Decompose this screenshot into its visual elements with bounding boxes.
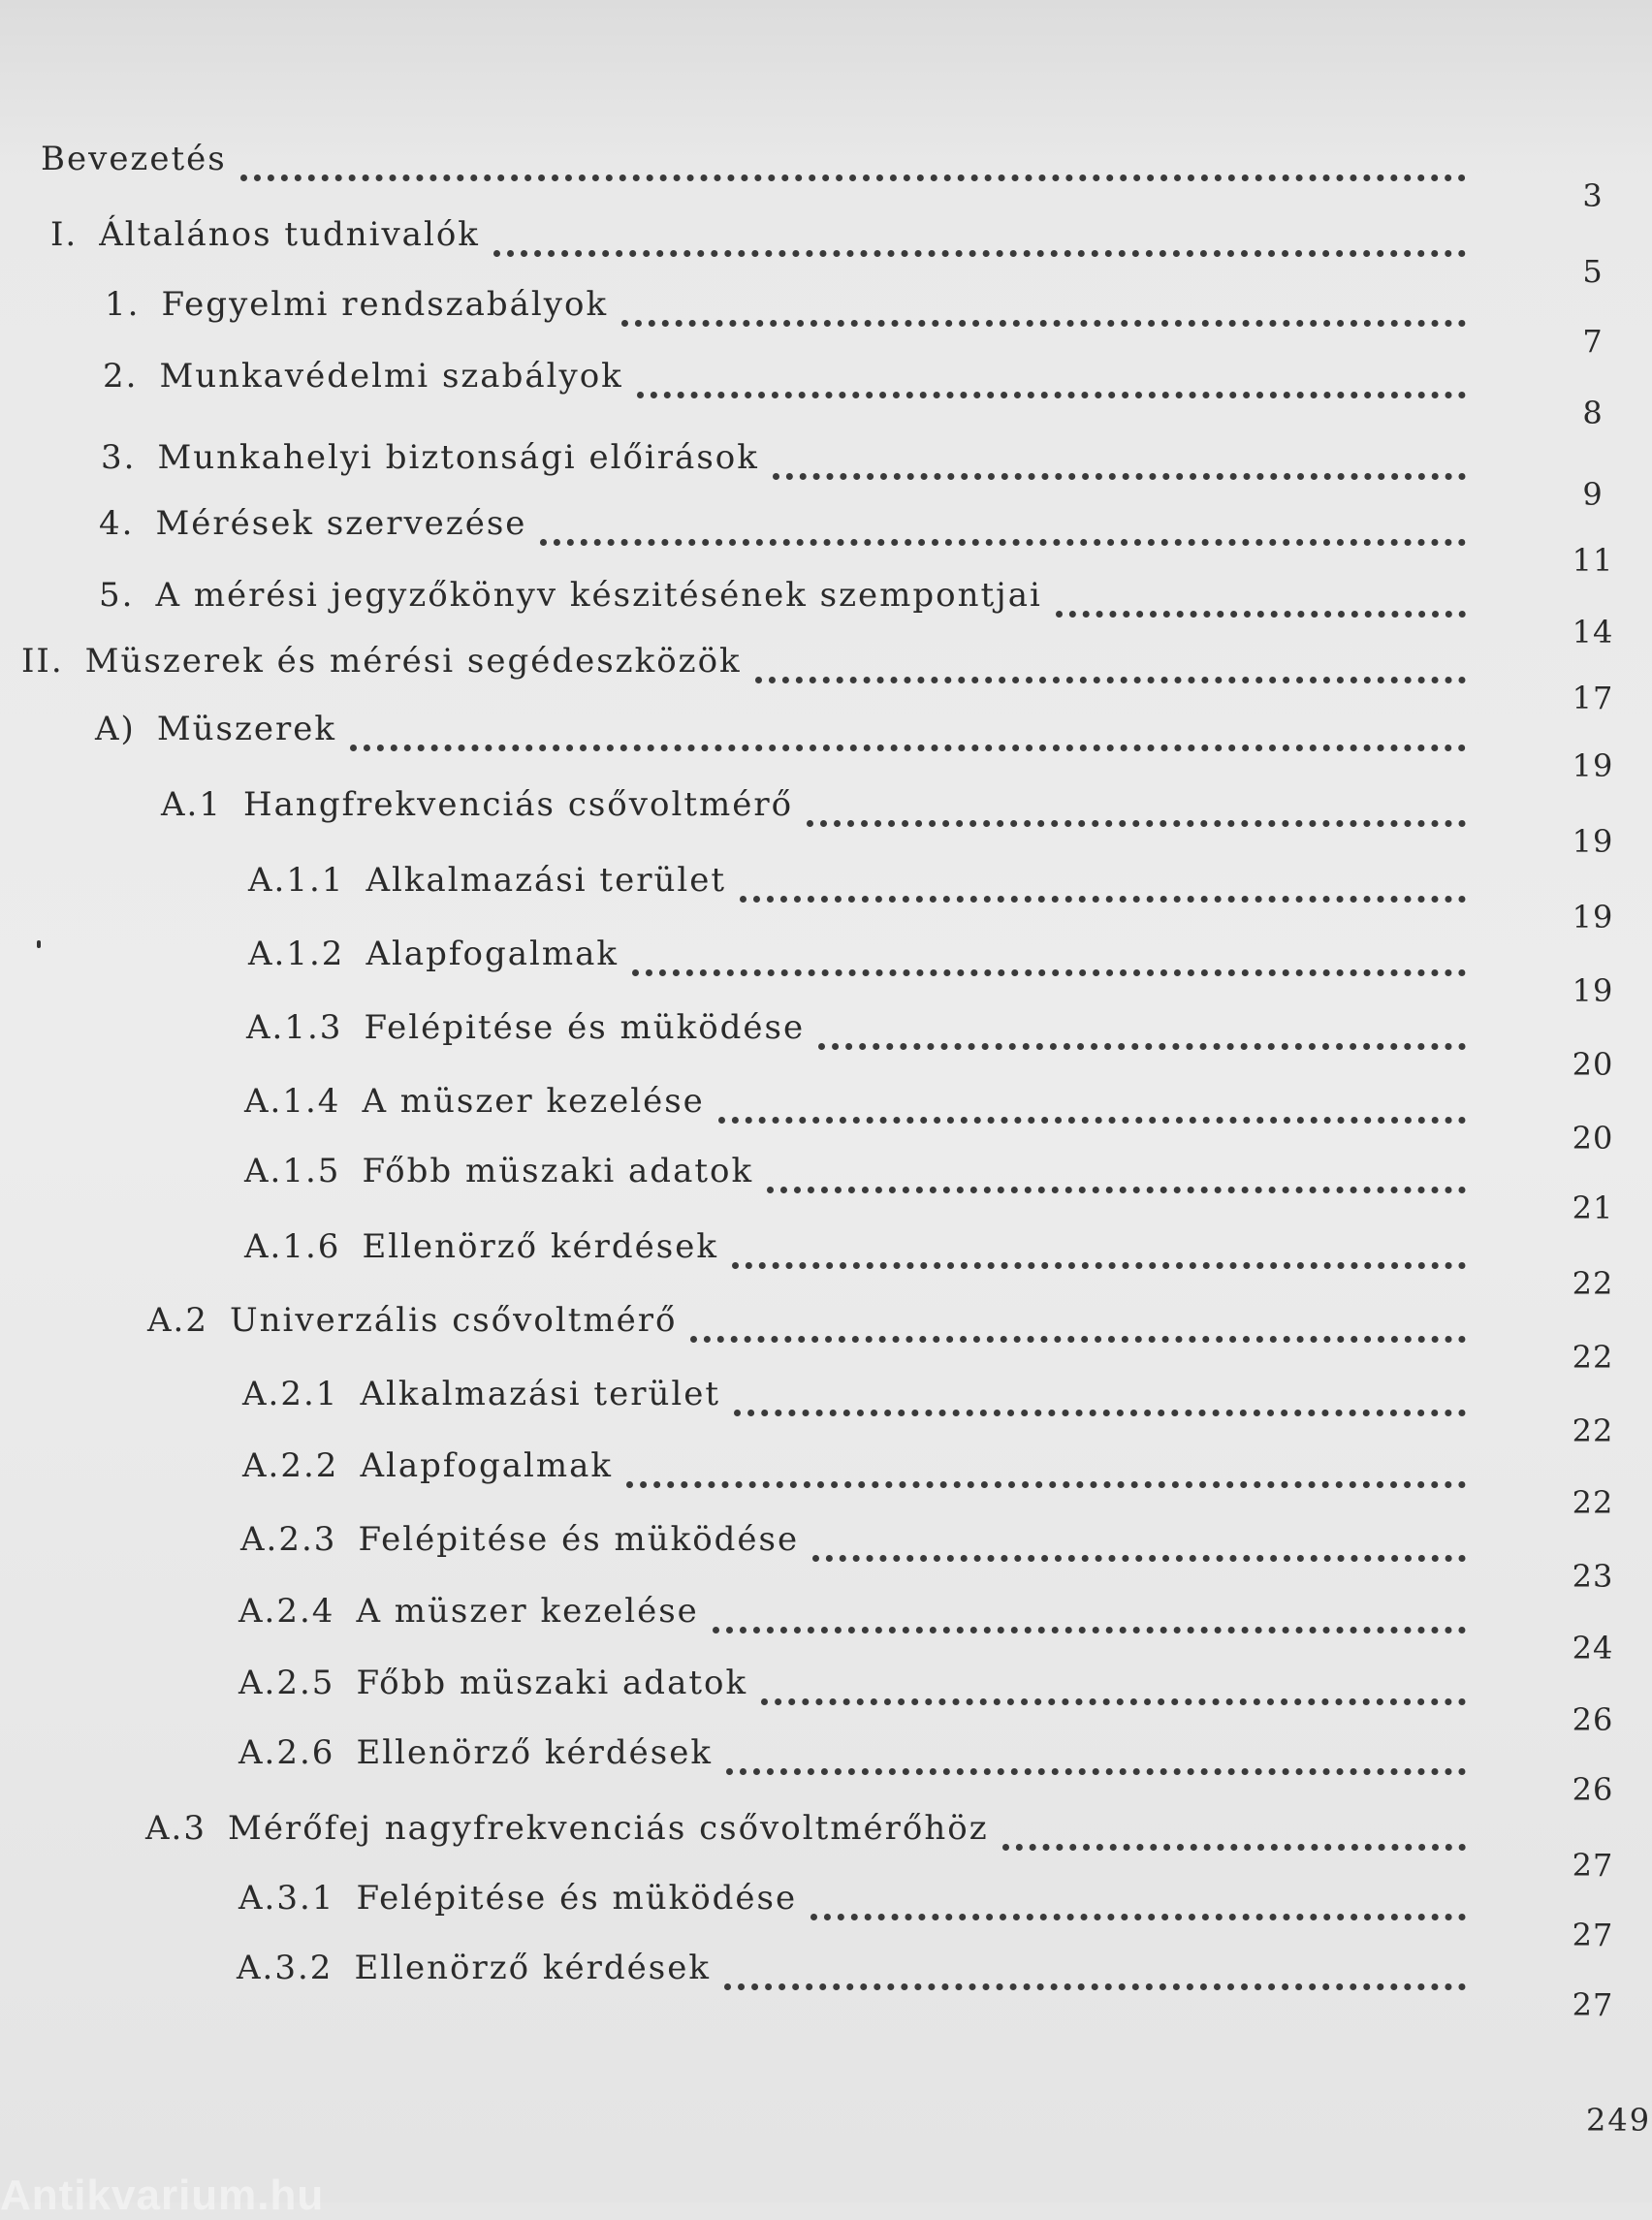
toc-title: Főbb müszaki adatok <box>356 1664 748 1702</box>
toc-number: A.2.2 <box>242 1446 339 1485</box>
dot-leader <box>240 174 1466 181</box>
toc-title: Általános tudnivalók <box>99 215 480 254</box>
toc-page-number: 27 <box>1572 1986 1614 2023</box>
toc-title: Felépitése és müködése <box>358 1520 800 1559</box>
toc-title: Mérőfej nagyfrekvenciás csővoltmérőhöz <box>228 1809 989 1848</box>
toc-number: I. <box>50 215 79 254</box>
dot-leader <box>755 677 1466 683</box>
dot-leader <box>1056 611 1466 618</box>
toc-label <box>147 1297 677 1344</box>
toc-label <box>145 1805 989 1852</box>
toc-title: A müszer kezelése <box>356 1592 699 1631</box>
dot-leader <box>812 1555 1466 1562</box>
toc-label <box>242 1443 613 1489</box>
toc-number: 1. <box>105 285 141 324</box>
toc-title: Fegyelmi rendszabályok <box>161 285 609 324</box>
toc-title: Alkalmazási terület <box>360 1375 721 1413</box>
toc-page-number: 26 <box>1572 1771 1614 1808</box>
toc-page-number: 7 <box>1582 323 1604 360</box>
dot-leader <box>767 1187 1466 1193</box>
toc-entry <box>0 1443 1652 1521</box>
toc-number: A.3 <box>145 1809 206 1848</box>
dot-leader <box>637 392 1466 398</box>
toc-number: A.3.1 <box>238 1879 335 1918</box>
toc-number: 4. <box>99 504 135 543</box>
dot-leader <box>350 745 1466 751</box>
dot-leader <box>493 250 1466 257</box>
toc-title: Alapfogalmak <box>365 935 619 973</box>
toc-label <box>248 857 726 904</box>
toc-entry <box>0 281 1652 360</box>
toc-page-number: 21 <box>1572 1189 1614 1226</box>
page-folio: 249 <box>1586 2102 1652 2139</box>
toc-label <box>246 1004 805 1051</box>
toc-title: Müszerek és mérési segédeszközök <box>84 642 742 681</box>
toc-page-number: 27 <box>1572 1917 1614 1953</box>
toc-title: Bevezetés <box>41 140 227 178</box>
toc-number: A.2.6 <box>238 1733 335 1772</box>
toc-label <box>99 572 1042 618</box>
toc-entry <box>0 1371 1652 1449</box>
toc-number: II. <box>21 642 64 681</box>
toc-page-number: 14 <box>1572 614 1614 650</box>
toc-title: Ellenörző kérdések <box>356 1733 713 1772</box>
dot-leader <box>1002 1844 1466 1851</box>
toc-page-number: 19 <box>1572 823 1614 860</box>
toc-number: A.1.5 <box>244 1152 341 1190</box>
toc-page-number: 22 <box>1572 1484 1614 1521</box>
toc-title: Mérések szervezése <box>155 504 527 543</box>
toc-title: Alapfogalmak <box>360 1446 613 1485</box>
toc-title: Munkahelyi biztonsági előirások <box>157 438 759 477</box>
toc-page-number: 5 <box>1582 253 1604 290</box>
toc-page-number: 19 <box>1572 899 1614 936</box>
toc-label <box>50 211 480 258</box>
toc-label <box>95 706 336 752</box>
dot-leader <box>726 1768 1466 1775</box>
toc-title: Ellenörző kérdések <box>354 1949 711 1987</box>
dot-leader <box>818 1043 1466 1050</box>
toc-page-number: 26 <box>1572 1701 1614 1738</box>
toc-title: Hangfrekvenciás csővoltmérő <box>243 785 794 824</box>
toc-label <box>101 434 759 481</box>
toc-title: Ellenörző kérdések <box>362 1227 718 1266</box>
toc-entry <box>0 1660 1652 1738</box>
toc-label <box>244 1078 705 1125</box>
dot-leader <box>626 1481 1466 1488</box>
toc-title: Felépitése és müködése <box>356 1879 798 1918</box>
toc-number: A.2.4 <box>238 1592 335 1631</box>
toc-title: Alkalmazási terület <box>365 861 727 900</box>
toc-entry <box>0 706 1652 784</box>
toc-page-number: 17 <box>1572 680 1614 716</box>
dot-leader <box>732 1262 1466 1269</box>
toc-entry <box>0 353 1652 431</box>
toc-entry <box>0 1078 1652 1157</box>
toc-entry <box>0 1297 1652 1376</box>
toc-number: A.1.1 <box>248 861 345 900</box>
watermark: Antikvarium.hu <box>0 2172 325 2219</box>
toc-page-number: 20 <box>1572 1120 1614 1157</box>
toc-entry <box>0 1945 1652 2023</box>
toc-entry <box>0 572 1652 650</box>
toc-page-number: 23 <box>1572 1558 1614 1595</box>
toc-entry <box>0 857 1652 936</box>
toc-entry <box>0 931 1652 1009</box>
dot-leader <box>734 1410 1466 1416</box>
toc-entry <box>0 1805 1652 1884</box>
toc-title: Főbb müszaki adatok <box>362 1152 754 1190</box>
toc-label <box>240 1516 799 1563</box>
toc-entry <box>0 1588 1652 1666</box>
toc-page-number: 3 <box>1582 177 1604 214</box>
toc-number: A.1.2 <box>248 935 345 973</box>
toc-number: A.1.6 <box>244 1227 341 1266</box>
toc-entry <box>0 781 1652 860</box>
toc-title: A müszer kezelése <box>362 1082 705 1121</box>
dot-leader <box>621 320 1466 327</box>
dot-leader <box>718 1117 1466 1124</box>
toc-label <box>105 281 608 328</box>
toc-title: Müszerek <box>156 710 336 748</box>
toc-label <box>238 1875 797 1921</box>
toc-label <box>248 931 619 977</box>
toc-number: A.2.5 <box>238 1664 335 1702</box>
toc-entry <box>0 1223 1652 1302</box>
toc-label <box>244 1223 718 1270</box>
toc-title: A mérési jegyzőkönyv készitésének szempontjai <box>155 576 1042 615</box>
dot-leader <box>810 1914 1466 1920</box>
toc-label <box>242 1371 720 1417</box>
toc-entry <box>0 434 1652 513</box>
toc-number: A.2.1 <box>242 1375 339 1413</box>
toc-page-number: 27 <box>1572 1847 1614 1884</box>
toc-entry <box>0 1875 1652 1953</box>
toc-page-number: 22 <box>1572 1412 1614 1449</box>
print-speck <box>37 940 41 948</box>
toc-entry <box>0 638 1652 716</box>
toc-number: 3. <box>101 438 137 477</box>
toc-label <box>238 1588 699 1634</box>
toc-title: Felépitése és müködése <box>364 1008 806 1047</box>
toc-entry <box>0 136 1652 214</box>
toc-number: A) <box>95 710 136 748</box>
toc-page-number: 20 <box>1572 1046 1614 1083</box>
dot-leader <box>740 896 1466 903</box>
toc-entry <box>0 211 1652 290</box>
toc-page-number: 22 <box>1572 1265 1614 1302</box>
dot-leader <box>761 1698 1466 1705</box>
toc-label <box>41 136 227 182</box>
toc-number: A.2.3 <box>240 1520 337 1559</box>
dot-leader <box>773 473 1466 480</box>
toc-label <box>237 1945 711 1991</box>
toc-page-number: 24 <box>1572 1630 1614 1666</box>
toc-page-number: 22 <box>1572 1339 1614 1376</box>
toc-number: A.1.4 <box>244 1082 341 1121</box>
toc-number: A.2 <box>147 1301 208 1340</box>
toc-page-number: 19 <box>1572 747 1614 784</box>
toc-label <box>21 638 742 684</box>
dot-leader <box>540 539 1466 546</box>
toc-number: A.3.2 <box>237 1949 334 1987</box>
toc-page-number: 11 <box>1572 542 1614 579</box>
toc-label <box>99 500 526 547</box>
toc-entry <box>0 1148 1652 1226</box>
toc-title: Munkavédelmi szabályok <box>159 357 623 396</box>
toc-label <box>238 1660 747 1706</box>
toc-number: A.1.3 <box>246 1008 343 1047</box>
toc-label <box>161 781 793 828</box>
toc-label <box>238 1729 713 1776</box>
toc-entry <box>0 1516 1652 1595</box>
toc-number: A.1 <box>161 785 222 824</box>
toc-entry <box>0 1004 1652 1083</box>
toc-label <box>244 1148 753 1194</box>
toc-number: 5. <box>99 576 135 615</box>
toc-label <box>103 353 623 399</box>
dot-leader <box>724 1983 1466 1990</box>
toc-entry <box>0 1729 1652 1808</box>
toc-number: 2. <box>103 357 139 396</box>
toc-page-number: 9 <box>1582 476 1604 513</box>
dot-leader <box>690 1336 1466 1343</box>
toc-page-number: 8 <box>1582 395 1604 431</box>
toc-entry <box>0 500 1652 579</box>
dot-leader <box>713 1627 1466 1633</box>
toc-title: Univerzális csővoltmérő <box>230 1301 678 1340</box>
dot-leader <box>807 820 1466 827</box>
toc-page-number: 19 <box>1572 972 1614 1009</box>
dot-leader <box>632 969 1466 976</box>
